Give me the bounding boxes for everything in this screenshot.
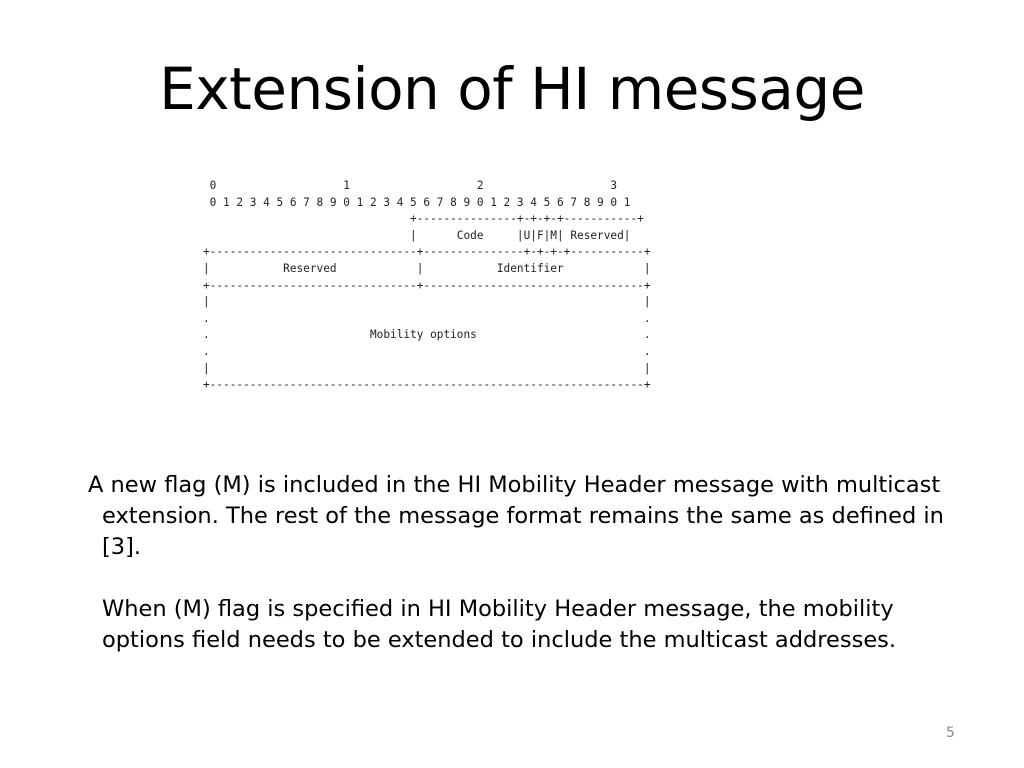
body-paragraph-flag: A new flag (M) is included in the HI Mobility Header message with multicast extension. The rest of the message format remains the same as defined in [3]. (88, 472, 944, 560)
diagram-line-bit-tens: 0 1 2 3 (203, 179, 618, 192)
slide-title: Extension of HI message (159, 55, 865, 123)
diagram-line-border-bottom: +-----------------------------------------------------------------+ (203, 378, 651, 392)
slide-body (88, 470, 968, 656)
diagram-line-options-2: . . (203, 311, 651, 325)
diagram-line-options-5: | | (203, 361, 651, 375)
diagram-line-border-top: +---------------+-+-+-+-----------+ (203, 212, 644, 226)
diagram-line-options-4: . . (203, 344, 651, 358)
diagram-line-bit-units: 0 1 2 3 4 5 6 7 8 9 0 1 2 3 4 5 6 7 8 9 0 1 2 3 4 5 6 7 8 9 0 1 (203, 195, 631, 209)
body-paragraph-options: When (M) flag is specified in HI Mobility Header message, the mobility options field needs to be extended to include the multicast addresses. (102, 596, 897, 653)
diagram-line-border-3: +-------------------------------+---------------------------------+ (203, 278, 651, 292)
diagram-line-mobility-options: . Mobility options . (203, 328, 651, 342)
diagram-line-code-flags: | Code |U|F|M| Reserved| (203, 228, 631, 242)
diagram-line-reserved-identifier: | Reserved | Identifier | (203, 261, 651, 275)
page-number: 5 (946, 725, 955, 741)
diagram-line-options-1: | | (203, 295, 651, 309)
diagram-line-border-2: +-------------------------------+---------------+-+-+-+-----------+ (203, 245, 651, 259)
message-format-diagram (203, 178, 748, 393)
